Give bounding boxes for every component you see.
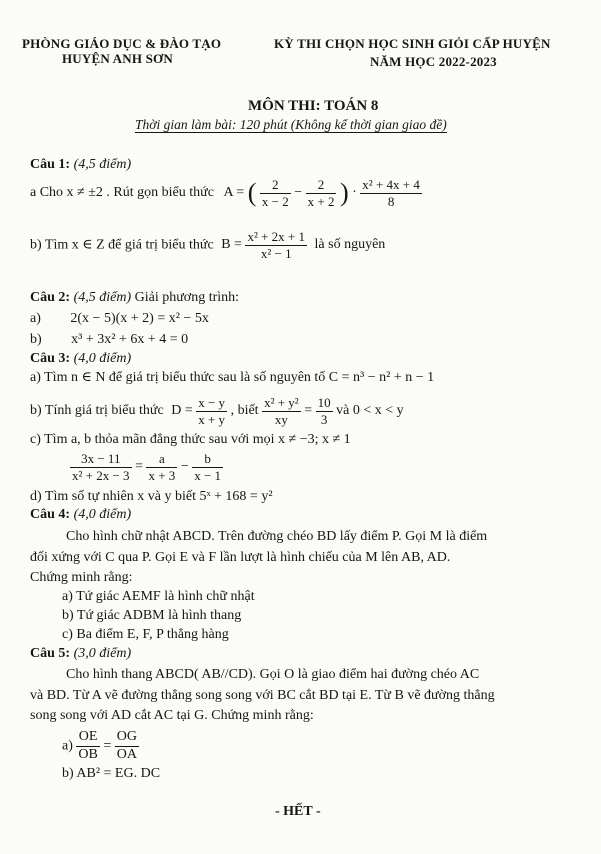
q5a-fraction-1 — [76, 729, 99, 764]
q3-part-b — [30, 395, 404, 427]
q5-label: Câu 5: — [30, 646, 71, 661]
q4-part-a: a) Tứ giác AEMF là hình chữ nhật — [62, 589, 255, 604]
q3c-equals: = — [135, 459, 143, 475]
q3c-minus: − — [180, 459, 189, 475]
q3c-f2-num: a — [146, 451, 177, 468]
q5-part-b: b) AB² = EG. DC — [62, 766, 161, 781]
q4-label: Câu 4: — [30, 507, 71, 522]
q3c-identity — [70, 451, 223, 483]
q1b-den: x² − 1 — [260, 245, 292, 261]
q3b-tail: và 0 < x < y — [336, 403, 404, 419]
end-marker: - HẾT - — [275, 804, 321, 819]
q5-paragraph-2: và BD. Từ A vẽ đường thẳng song song với BC cắt BD tại E. Từ B vẽ đường thẳng — [30, 688, 495, 703]
q3c-f1-den: x² + 2x − 3 — [72, 467, 130, 483]
q5-part-a — [62, 729, 139, 764]
q1a-minus: − — [294, 185, 303, 201]
q5a-f2-num: OG — [115, 729, 139, 747]
q1b-text: b) Tìm x ∈ Z để giá trị biểu thức — [30, 237, 214, 253]
q4-part-b: b) Tứ giác ADBM là hình thang — [62, 608, 242, 623]
q1b-tail: là số nguyên — [314, 237, 386, 253]
q4-part-c: c) Ba điểm E, F, P thẳng hàng — [62, 627, 229, 642]
q3-part-c: c) Tìm a, b thỏa mãn đẳng thức sau với mọi x ≠ −3; x ≠ 1 — [30, 432, 351, 447]
q3b-mid: , biết — [230, 403, 259, 419]
q1a-f2-num: 2 — [306, 177, 337, 194]
q3-part-a: a) Tìm n ∈ N để giá trị biểu thức sau là số nguyên tố C = n³ − n² + n − 1 — [30, 370, 435, 385]
department-name: PHÒNG GIÁO DỤC & ĐÀO TẠO — [22, 36, 222, 51]
q3c-fraction-1 — [70, 451, 132, 483]
q2a-equation: 2(x − 5)(x + 2) = x² − 5x — [70, 311, 209, 326]
q1b-fraction — [245, 229, 307, 261]
q3-label: Câu 3: — [30, 351, 71, 366]
q4-paragraph-3: Chứng minh rằng: — [30, 570, 133, 585]
q4-paragraph-1: Cho hình chữ nhật ABCD. Trên đường chéo BD lấy điểm P. Gọi M là điểm — [66, 529, 488, 544]
q3c-fraction-2 — [146, 451, 177, 483]
q1-label: Câu 1: — [30, 157, 71, 172]
q1a-fraction-3 — [360, 177, 422, 209]
q5a-f2-den: OA — [116, 746, 137, 762]
q1-part-a — [30, 177, 422, 209]
q1a-text: a Cho x ≠ ±2 . Rút gọn biểu thức — [30, 185, 214, 201]
q3b-fraction-2 — [262, 395, 301, 427]
q3-part-d: d) Tìm số tự nhiên x và y biết 5ˣ + 168 = y² — [30, 489, 273, 504]
q1a-f1-den: x − 2 — [261, 193, 289, 209]
q1-heading — [30, 157, 131, 173]
q5-points: (3,0 điểm) — [73, 646, 132, 661]
school-year: NĂM HỌC 2022-2023 — [370, 54, 497, 69]
q1a-f3-num: x² + 4x + 4 — [362, 177, 420, 192]
q1-part-b — [30, 229, 385, 261]
q3b-lhs: D = — [171, 403, 193, 419]
q2a-label: a) — [30, 311, 41, 326]
exam-title: MÔN THI: TOÁN 8 — [248, 98, 379, 114]
q1a-lhs: A = — [223, 185, 245, 201]
q1a-fraction-1 — [260, 177, 291, 209]
q3b-f2-den: xy — [274, 411, 288, 427]
q5-heading — [30, 646, 131, 662]
q3b-fraction-3 — [316, 395, 333, 427]
q2b-equation: x³ + 3x² + 6x + 4 = 0 — [71, 332, 189, 347]
q1a-dot: · — [352, 185, 357, 201]
q4-heading — [30, 507, 131, 523]
q3b-f3-num: 10 — [317, 395, 331, 410]
q3c-f3-num: b — [192, 451, 223, 468]
exam-name: KỲ THI CHỌN HỌC SINH GIỎI CẤP HUYỆN — [274, 36, 551, 51]
q3b-f3-den: 3 — [320, 411, 328, 427]
q2-heading — [30, 290, 239, 306]
q5a-f1-num: OE — [76, 729, 99, 747]
exam-duration-text: Thời gian làm bài: 120 phút (Không kể thời gian giao đề) — [135, 117, 447, 132]
q2-part-b — [30, 332, 188, 348]
q5-paragraph-1: Cho hình thang ABCD( AB//CD). Gọi O là giao điểm hai đường chéo AC — [66, 667, 480, 682]
q3c-f1-num: 3x − 11 — [70, 451, 132, 468]
q1a-f3-den: 8 — [387, 193, 395, 209]
q1b-lhs: B = — [221, 237, 242, 253]
q1-points: (4,5 điểm) — [73, 157, 132, 172]
q3b-f2-num: x² + y² — [264, 395, 299, 410]
q2-points: (4,5 điểm) — [73, 290, 132, 305]
q1b-num: x² + 2x + 1 — [247, 229, 306, 244]
q3-points: (4,0 điểm) — [73, 351, 132, 366]
q3b-fraction-1 — [196, 395, 227, 427]
q3c-f3-den: x − 1 — [194, 467, 222, 483]
q5a-f1-den: OB — [78, 746, 98, 762]
q3c-f2-den: x + 3 — [148, 467, 176, 483]
q4-points: (4,0 điểm) — [73, 507, 132, 522]
q2-intro: Giải phương trình: — [134, 290, 240, 305]
q3b-text: b) Tính giá trị biểu thức — [30, 403, 164, 419]
q1a-f2-den: x + 2 — [307, 193, 335, 209]
exam-duration — [135, 117, 447, 133]
q1a-close-paren: ) — [339, 178, 349, 208]
q2-label: Câu 2: — [30, 290, 71, 305]
q3b-equals: = — [304, 403, 313, 419]
q3-heading — [30, 351, 131, 367]
q1a-fraction-2 — [306, 177, 337, 209]
q5a-label: a) — [62, 738, 73, 754]
q1a-open-paren: ( — [247, 178, 257, 208]
q2b-label: b) — [30, 332, 42, 347]
q3b-f1-den: x + y — [198, 411, 226, 427]
district-name: HUYỆN ANH SƠN — [62, 51, 173, 66]
q2-part-a — [30, 311, 209, 327]
q3c-fraction-3 — [192, 451, 223, 483]
q5-paragraph-3: song song với AD cắt AC tại G. Chứng minh rằng: — [30, 708, 314, 723]
q1a-f1-num: 2 — [260, 177, 291, 194]
q5a-fraction-2 — [115, 729, 139, 764]
q4-paragraph-2: đối xứng với C qua P. Gọi E và F lần lượt là hình chiếu của M lên AB, AD. — [30, 550, 451, 565]
q3b-f1-num: x − y — [198, 395, 226, 410]
q5a-equals: = — [103, 738, 112, 754]
